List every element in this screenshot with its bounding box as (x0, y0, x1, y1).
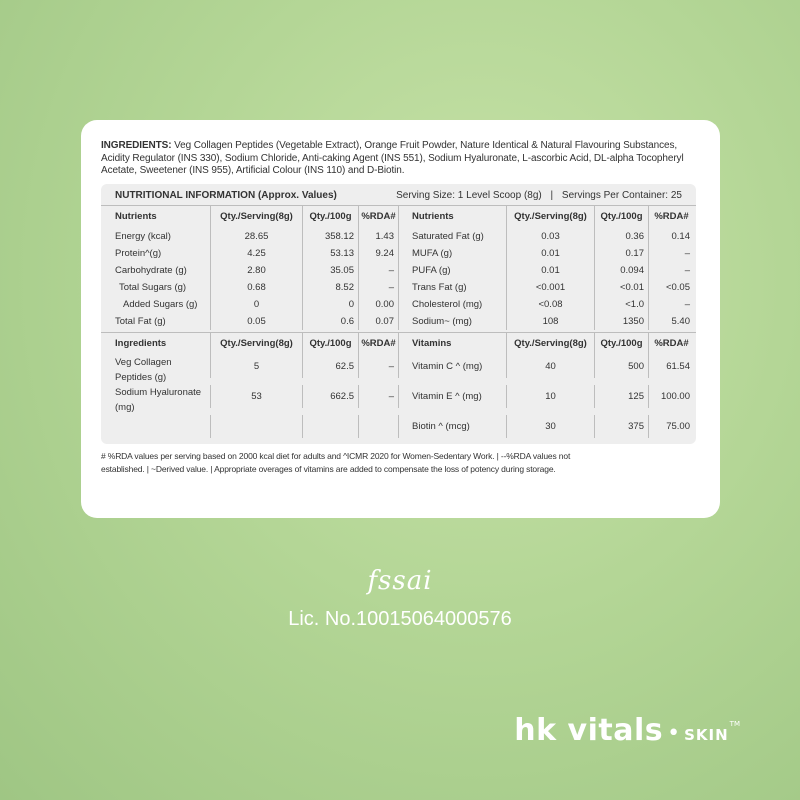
table-cell: Energy (kcal) (115, 230, 171, 242)
table-cell: – (358, 279, 398, 296)
table-cell: 0.05 (210, 313, 302, 330)
brand-dot: • (667, 721, 681, 746)
nutrition-panel (101, 184, 696, 444)
table-cell: Cholesterol (mg) (412, 298, 483, 310)
col-header: Qty./Serving(8g) (506, 206, 594, 228)
table-cell: <0.01 (594, 279, 648, 296)
column-divider (398, 245, 412, 262)
col-header: Qty./100g (594, 333, 648, 355)
empty-cell (115, 415, 210, 438)
table-cell: Total Sugars (g) (119, 281, 187, 293)
column-divider (398, 415, 412, 438)
table-cell: 0 (210, 296, 302, 313)
footnote-line-1: # %RDA values per serving based on 2000 kcal diet for adults and ^ICMR 2020 for Women-Sedentary Work. | --%RDA values not (101, 450, 571, 461)
col-header: Qty./Serving(8g) (210, 333, 302, 355)
table-cell: – (358, 262, 398, 279)
col-header: Qty./Serving(8g) (506, 333, 594, 355)
table-cell: 0.03 (506, 228, 594, 245)
col-header: Qty./100g (302, 206, 358, 228)
table-cell: 8.52 (302, 279, 358, 296)
table-cell: Added Sugars (g) (123, 298, 198, 310)
table-cell: Sodium~ (mg) (412, 315, 472, 327)
table-cell: 1350 (594, 313, 648, 330)
table-cell: Vitamin E ^ (mg) (412, 390, 482, 402)
col-header: %RDA# (648, 206, 694, 228)
table-cell: 2.80 (210, 262, 302, 279)
table-cell: 0.14 (648, 228, 694, 245)
serving-info (396, 190, 682, 201)
table-cell: 375 (594, 415, 648, 438)
brand-skin: SKIN (684, 726, 729, 744)
footnote (101, 450, 700, 476)
brand-name: hk vitals (514, 713, 664, 748)
table-cell: 0.01 (506, 262, 594, 279)
table-cell: 0.00 (358, 296, 398, 313)
empty-cell (210, 415, 302, 438)
serving-size: Serving Size: 1 Level Scoop (8g) (396, 189, 542, 201)
table-cell: – (648, 262, 694, 279)
table-cell: 0.17 (594, 245, 648, 262)
table-cell: 62.5 (302, 355, 358, 378)
col-header: Nutrients (115, 210, 157, 222)
table-cell: – (648, 296, 694, 313)
table-cell: – (358, 385, 398, 408)
ingredients-vitamins-grid (101, 333, 696, 438)
table-cell: 40 (506, 355, 594, 378)
table-cell: 100.00 (648, 385, 694, 408)
empty-cell (358, 415, 398, 438)
fssai-license-number: Lic. No.10015064000576 (288, 608, 512, 630)
col-header: Qty./100g (594, 206, 648, 228)
table-cell: Sodium Hyaluronate (mg) (115, 386, 202, 413)
table-cell: 9.24 (358, 245, 398, 262)
col-header: %RDA# (648, 333, 694, 355)
column-divider (398, 313, 412, 330)
footnote-line-2: established. | ~Derived value. | Appropriate overages of vitamins are added to compensate the loss of potency during storage. (101, 463, 556, 474)
table-cell: 30 (506, 415, 594, 438)
ingredients-text (101, 140, 700, 178)
column-divider (398, 333, 412, 355)
table-cell: Total Fat (g) (115, 315, 166, 327)
table-cell: 0.01 (506, 245, 594, 262)
table-cell: <1.0 (594, 296, 648, 313)
table-cell: 125 (594, 385, 648, 408)
servings-per-container: Servings Per Container: 25 (561, 189, 682, 201)
table-cell: 0.6 (302, 313, 358, 330)
table-cell: Protein^(g) (115, 247, 162, 259)
table-cell: 1.43 (358, 228, 398, 245)
ingredients-label: INGREDIENTS: (101, 140, 172, 151)
table-cell: 0 (302, 296, 358, 313)
table-cell: Vitamin C ^ (mg) (412, 360, 483, 372)
nutrition-panel-header (101, 188, 696, 206)
table-cell: 28.65 (210, 228, 302, 245)
table-cell: 662.5 (302, 385, 358, 408)
column-divider (398, 296, 412, 313)
table-cell: Veg Collagen Peptides (g) (115, 356, 172, 383)
table-cell: 53 (210, 385, 302, 408)
table-cell: <0.05 (648, 279, 694, 296)
table-cell: Biotin ^ (mcg) (412, 420, 470, 432)
table-cell: 10 (506, 385, 594, 408)
table-cell: <0.001 (506, 279, 594, 296)
table-cell: MUFA (g) (412, 247, 453, 259)
table-cell: 0.36 (594, 228, 648, 245)
column-divider (398, 206, 412, 228)
nutrition-label-card (81, 120, 720, 518)
table-cell: 5 (210, 355, 302, 378)
table-cell: 53.13 (302, 245, 358, 262)
table-cell: 75.00 (648, 415, 694, 438)
table-cell: 500 (594, 355, 648, 378)
table-cell: 108 (506, 313, 594, 330)
serving-separator: | (550, 189, 554, 201)
table-cell: PUFA (g) (412, 264, 451, 276)
nutrition-title: NUTRITIONAL INFORMATION (Approx. Values) (115, 189, 337, 201)
column-divider (398, 385, 412, 408)
col-header: %RDA# (358, 206, 398, 228)
column-divider (398, 355, 412, 378)
col-header: Qty./Serving(8g) (210, 206, 302, 228)
column-divider (398, 279, 412, 296)
column-divider (398, 228, 412, 245)
table-cell: <0.08 (506, 296, 594, 313)
col-header: Nutrients (412, 210, 454, 222)
table-cell: 61.54 (648, 355, 694, 378)
table-cell: Carbohydrate (g) (115, 264, 187, 276)
table-cell: 0.68 (210, 279, 302, 296)
col-header: Ingredients (115, 337, 167, 349)
table-cell: 4.25 (210, 245, 302, 262)
table-cell: – (648, 245, 694, 262)
nutrients-grid (101, 206, 696, 330)
table-cell: 0.094 (594, 262, 648, 279)
brand-trademark: TM (729, 720, 740, 728)
table-cell: Trans Fat (g) (412, 281, 467, 293)
table-cell: 35.05 (302, 262, 358, 279)
ingredients-list: Veg Collagen Peptides (Vegetable Extract), Orange Fruit Powder, Nature Identical & Natural Flavouring Substances, Acidity Regulator (INS 330), Sodium Chloride, Anti-caking Agent (INS 551), Sodium Hyaluronate, L-ascorbic Acid, DL-alpha Tocopheryl Acetate, Sweetener (INS 955), Artificial Colour (INS 110) and D-Biotin. (101, 140, 684, 176)
empty-cell (302, 415, 358, 438)
col-header: %RDA# (358, 333, 398, 355)
table-cell: Saturated Fat (g) (412, 230, 484, 242)
table-cell: 5.40 (648, 313, 694, 330)
brand-logo (514, 713, 740, 748)
table-cell: 0.07 (358, 313, 398, 330)
table-cell: 358.12 (302, 228, 358, 245)
table-cell: – (358, 355, 398, 378)
column-divider (398, 262, 412, 279)
fssai-logo: fssai (367, 566, 433, 596)
col-header: Vitamins (412, 337, 452, 349)
col-header: Qty./100g (302, 333, 358, 355)
